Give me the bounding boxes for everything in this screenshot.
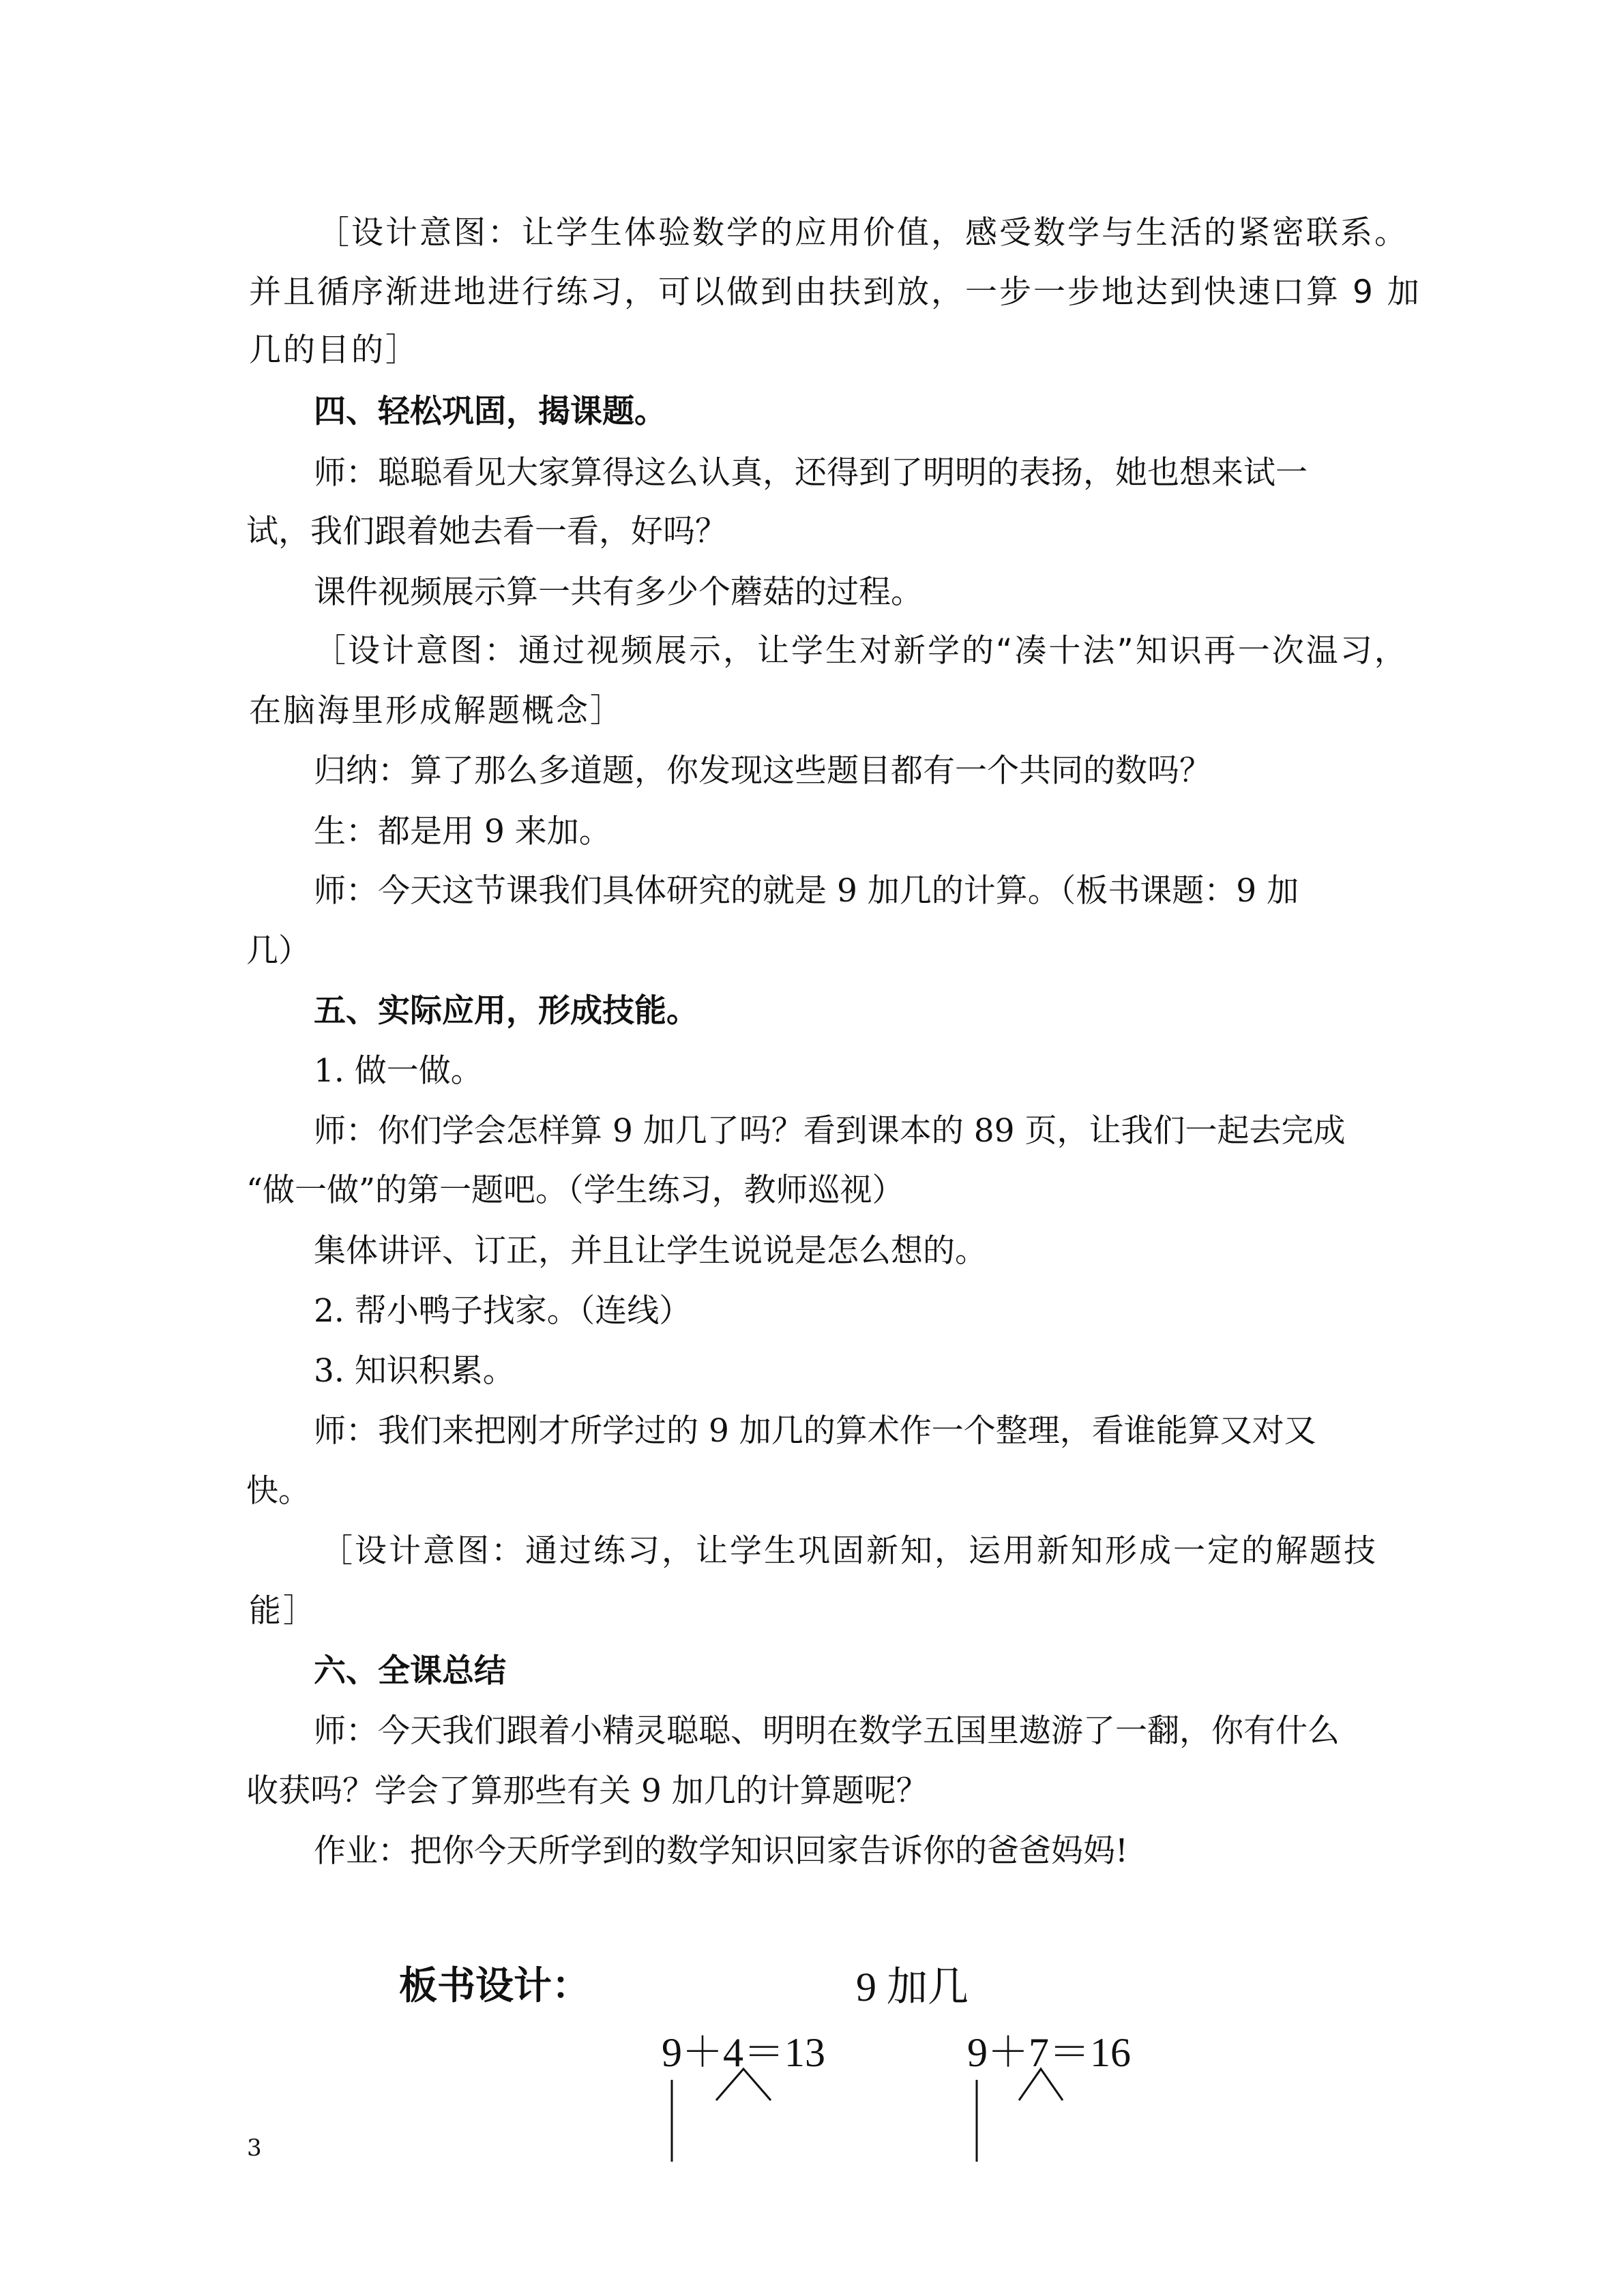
item-1-line: 1. 做一做。 — [314, 1052, 483, 1090]
teacher-line-4b: 快。 — [246, 1472, 310, 1510]
board-equation-1: 9＋4＝13 — [662, 2030, 825, 2075]
student-answer-line: 生：都是用 9 来加。 — [314, 813, 611, 850]
item-2-line: 2. 帮小鸭子找家。（连线） — [314, 1292, 692, 1330]
courseware-video-line: 课件视频展示算一共有多少个蘑菇的过程。 — [314, 573, 923, 611]
teacher-line-1b: 试，我们跟着她去看一看，好吗？ — [246, 513, 727, 550]
design-intent-1-line-1: ［设计意图：让学生体验数学的应用价值，感受数学与生活的紧密联系。 — [317, 214, 1408, 252]
review-line: 集体讲评、订正，并且让学生说说是怎么想的。 — [314, 1232, 987, 1270]
teacher-line-5: 师：今天我们跟着小精灵聪聪、明明在数学五国里遨游了一翻，你有什么 — [314, 1712, 1340, 1750]
design-intent-2-line-1: ［设计意图：通过视频展示，让学生对新学的“凑十法”知识再一次温习， — [314, 632, 1408, 670]
item-3-line: 3. 知识积累。 — [314, 1352, 515, 1390]
teacher-line-5b: 收获吗？学会了算那些有关 9 加几的计算题呢？ — [246, 1772, 928, 1810]
board-title: 9 加几 — [856, 1965, 969, 2010]
page-number: 3 — [247, 2134, 262, 2162]
equation-1-split-mark — [716, 2069, 771, 2100]
teacher-line-4: 师：我们来把刚才所学过的 9 加几的算术作一个整理，看谁能算又对又 — [314, 1412, 1316, 1450]
homework-line: 作业：把你今天所学到的数学知识回家告诉你的爸爸妈妈! — [314, 1832, 1128, 1870]
board-equation-2: 9＋7＝16 — [967, 2030, 1131, 2075]
section-4-heading: 四、轻松巩固，揭课题。 — [314, 393, 666, 430]
design-intent-2-line-2: 在脑海里形成解题概念］ — [249, 692, 624, 730]
summary-question-line: 归纳：算了那么多道题，你发现这些题目都有一个共同的数吗？ — [314, 752, 1211, 790]
teacher-line-2b: 几） — [246, 932, 310, 970]
design-intent-1-line-2: 并且循序渐进地进行练习，可以做到由扶到放，一步一步地达到快速口算 9 加 — [249, 273, 1421, 311]
section-6-heading: 六、全课总结 — [314, 1652, 506, 1690]
teacher-line-1: 师：聪聪看见大家算得这么认真，还得到了明明的表扬，她也想来试一 — [314, 454, 1308, 492]
design-intent-3-line-2: 能］ — [249, 1592, 317, 1630]
teacher-line-3b: “做一做”的第一题吧。（学生练习，教师巡视） — [246, 1172, 904, 1209]
teacher-line-2: 师：今天这节课我们具体研究的就是 9 加几的计算。（板书课题：9 加 — [314, 872, 1299, 910]
design-intent-3-line-1: ［设计意图：通过练习，让学生巩固新知，运用新知形成一定的解题技 — [321, 1532, 1378, 1570]
section-5-heading: 五、实际应用，形成技能。 — [314, 992, 698, 1030]
equation-2-split-mark — [1019, 2069, 1063, 2100]
design-intent-1-line-3: 几的目的］ — [249, 331, 419, 369]
teacher-line-3: 师：你们学会怎样算 9 加几了吗？看到课本的 89 页，让我们一起去完成 — [314, 1112, 1346, 1150]
board-design-label: 板书设计： — [399, 1964, 590, 2008]
